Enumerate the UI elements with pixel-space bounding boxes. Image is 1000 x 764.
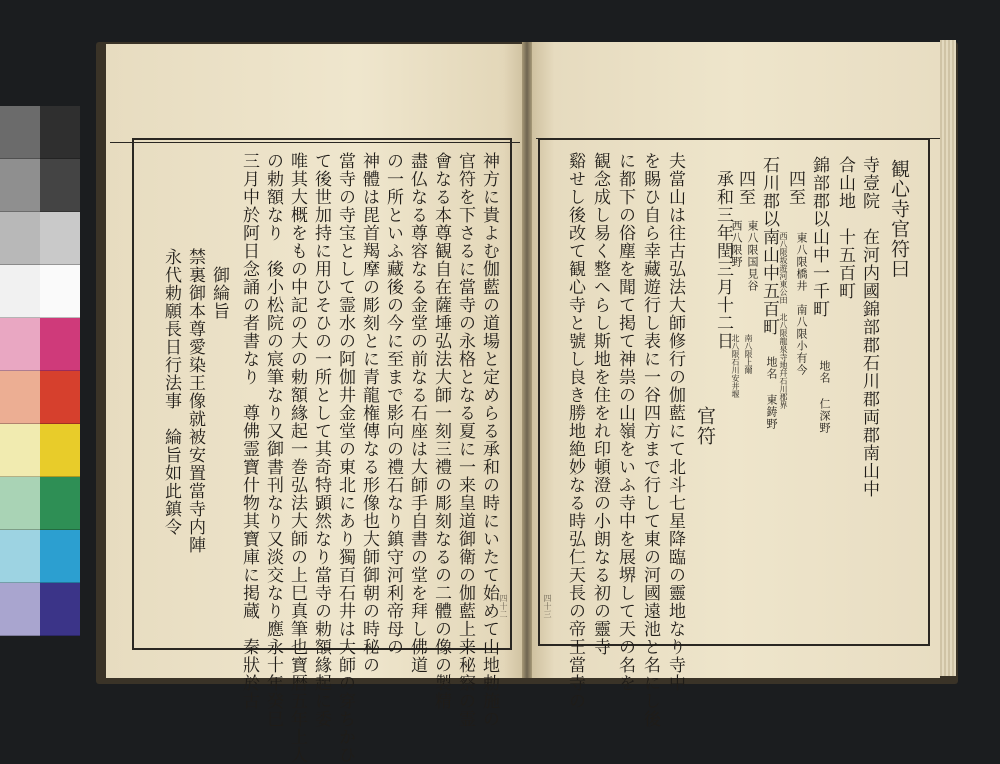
text-line: 錦部郡以山中一千町 (809, 156, 829, 318)
color-swatch (40, 212, 80, 265)
color-swatch (40, 318, 80, 371)
color-swatch (0, 424, 40, 477)
color-swatch (0, 318, 40, 371)
color-checker-strip (0, 106, 80, 636)
color-swatch (0, 265, 40, 318)
annotation: 東八限橋井 南八限小有今 (795, 232, 808, 376)
color-swatch (40, 583, 80, 636)
text-line: 三月中於阿日念誦の者書なり 尊佛霊寶什物其寶庫に掲蔵 秦狀於古 (239, 152, 259, 710)
text-line: 四至 (785, 170, 805, 206)
document-title: 観心寺官符曰 (888, 159, 910, 279)
text-line: 観念成し易く整へらし斯地を住をれ印頓澄の小朗なる初の靈寺 (590, 152, 610, 656)
color-swatch (0, 212, 40, 265)
annotation: 北八限石川安井堰 (731, 334, 740, 398)
text-line: 官符を下さるに當寺の永格となる夏に一来皇道御衛の伽藍上来秘察の霊 (455, 152, 475, 728)
text-line: の勅額なり 後小松院の宸筆なり又御書刊なり又淡交なり應永十年癸巳 (263, 152, 283, 728)
text-line: 石川郡以南山中五百町 (759, 156, 779, 336)
text-line: 神體は毘首羯摩の彫刻とに青龍権傳なる形像也大師御朝の時秘の (359, 152, 379, 674)
page-folio: 四十二 (499, 594, 508, 618)
text-line: 谿せし後改て観心寺と號し良き勝地絶妙なる時弘仁天長の帝王當寺の (565, 152, 585, 710)
color-swatch (40, 424, 80, 477)
annotation: 地名 東鋳野 (765, 356, 778, 430)
color-swatch (0, 371, 40, 424)
color-swatch (40, 530, 80, 583)
color-swatch (40, 371, 80, 424)
text-line: 唯其大概をもの中記の大の勅額緣起一巻弘法大師の上巳真筆也寶暦五年上人 (287, 152, 307, 764)
open-book (96, 34, 958, 764)
text-line: 盡仏なる尊容なる金堂の前なる石座は大師手自書の堂を拜し佛道 (407, 152, 427, 674)
text-line: て後世加持に用ひそひの一所として其奇特顕然なり當寺の勅額緣起に委 (311, 152, 331, 728)
color-swatch (40, 265, 80, 318)
annotation: 西八限坂遊河東公田 北八限龍泉寺地幷石川郡界 (779, 232, 788, 409)
page-fore-edge (940, 40, 956, 676)
color-swatch (40, 159, 80, 212)
text-line: 夫當山は往古弘法大師修行の伽藍にて北斗七星降臨の靈地なり寺中 (665, 152, 685, 692)
edict-heading: 御綸旨 (209, 266, 229, 320)
color-swatch (0, 583, 40, 636)
text-line: 寺壹院 在河内國錦部郡石川郡両郡南山中 (859, 156, 879, 498)
color-swatch (0, 106, 40, 159)
text-line: 當寺の寺宝として霊水の阿伽井金堂の東北にあり獨百石井は大師の穿ちかひ (335, 152, 355, 764)
text-line: 四至 (735, 170, 755, 206)
page-folio: 四十三 (543, 594, 552, 618)
text-line: を賜ひ自ら幸藏遊行し表に一谷四方まで行して東の河國遠池と名にし後 (640, 152, 660, 728)
annotation: 西八限野 (730, 220, 743, 268)
annotation: 地名 仁深野 (818, 360, 831, 434)
book-gutter (522, 42, 532, 678)
stamp-label: 官符 (694, 406, 716, 446)
text-line: に都下の俗塵を聞て掲て神祟の山嶺をいふ寺中を展堺して天の名を (615, 152, 635, 692)
color-swatch (40, 477, 80, 530)
text-line: 會なる本尊観自在薩埵弘法大師一刻三禮の彫刻なるの二體の像の製精 (431, 152, 451, 710)
color-swatch (0, 159, 40, 212)
text-line: の一所といふ藏後の今に至まで影向の禮石なり鎮守河利帝母の (383, 152, 403, 656)
edict-line: 禁裏御本尊愛染王像就被安置當寺内陣 (185, 248, 205, 554)
color-swatch (40, 106, 80, 159)
edict-line: 永代勅願長日行法事 綸旨如此鎮令 (161, 248, 181, 536)
text-line: 合山地 十五百町 (835, 156, 855, 300)
text-line: 神方に貴よむ伽藍の道場と定めらる承和の時にいたて始めて山地勅施の (479, 152, 499, 728)
annotation: 東八限国見谷 (746, 220, 759, 292)
color-swatch (0, 530, 40, 583)
color-swatch (0, 477, 40, 530)
annotation: 南八限上爾 (744, 334, 753, 374)
text-line: 承和三年閏三月十二日 (713, 170, 733, 350)
